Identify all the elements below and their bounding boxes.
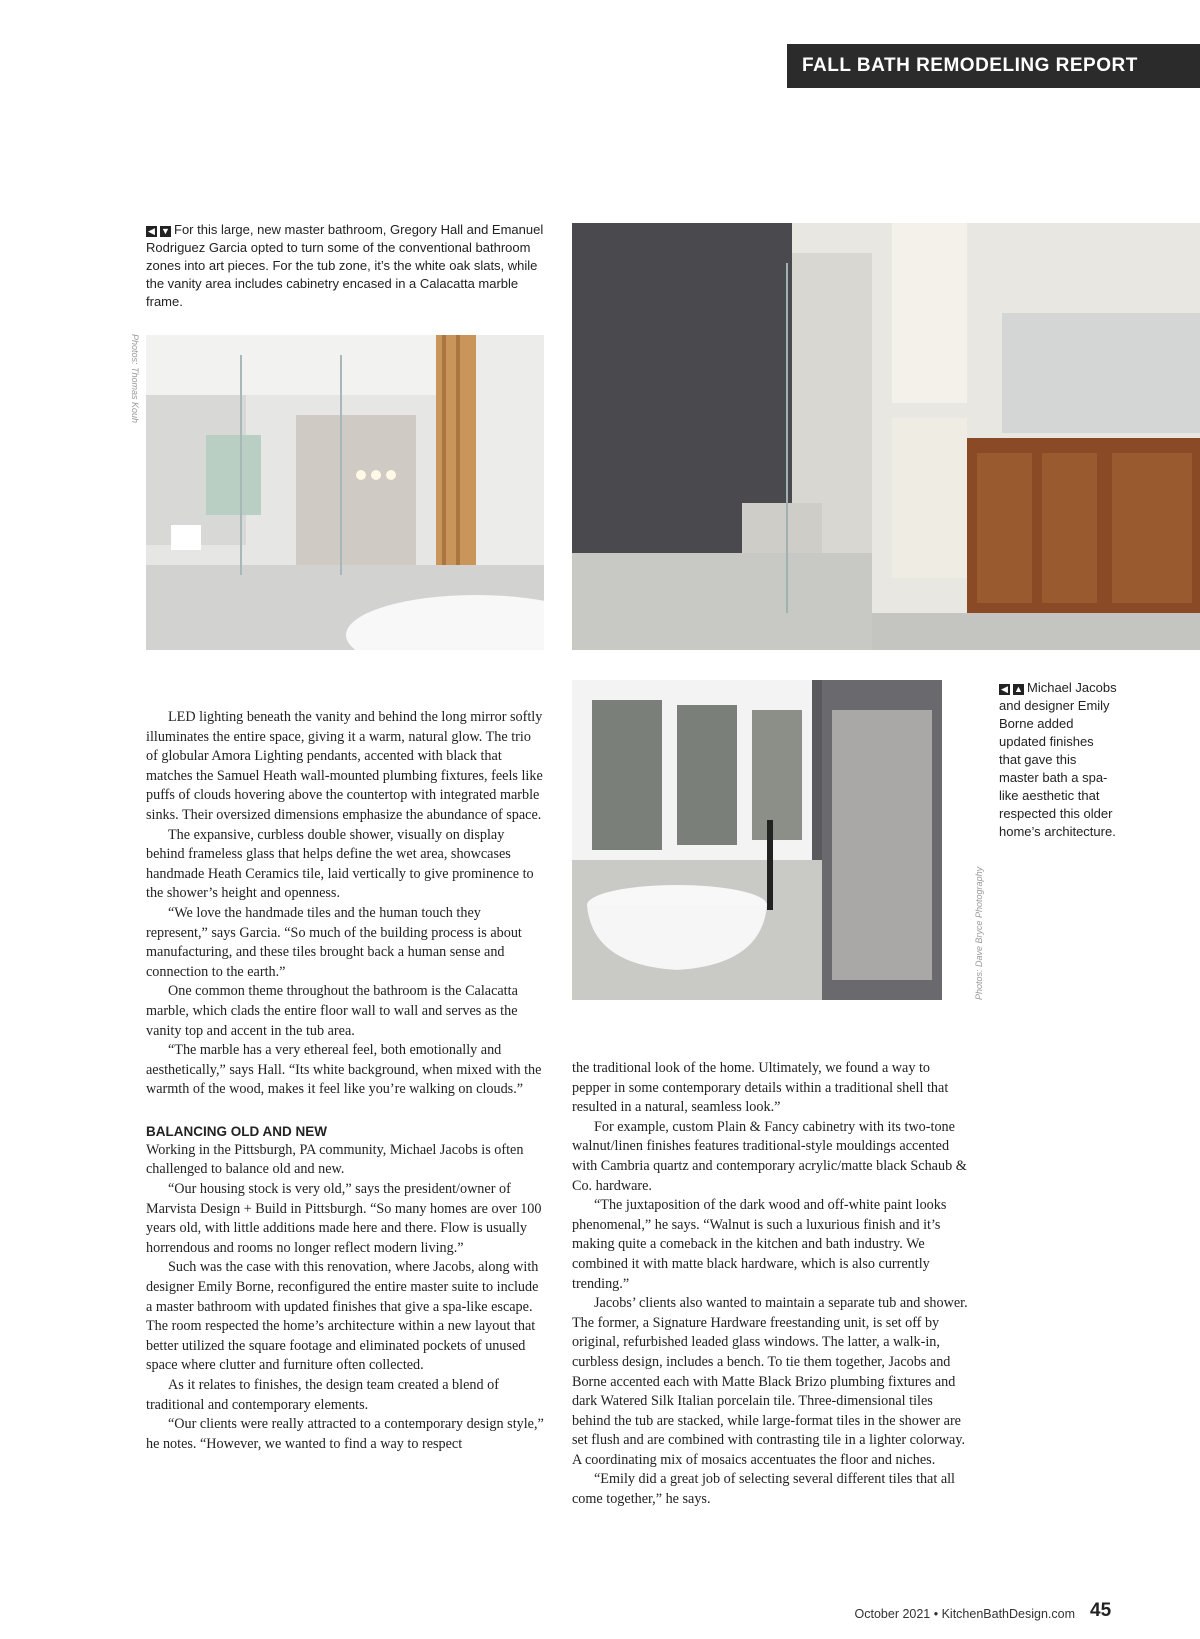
section-banner: FALL BATH REMODELING REPORT: [787, 44, 1200, 88]
photo-credit-left: Photos: Thomas Kouh: [130, 334, 140, 424]
paragraph: “Emily did a great job of selecting several different tiles that all come together,” he says.: [572, 1471, 955, 1508]
paragraph: “Our housing stock is very old,” says the president/owner of Marvista Design + Build in Pittsburgh. “So many homes are over 100 years old, with little additions made here and there. Flow is usually horrendous and rooms no longer reflect modern living.”: [146, 1181, 542, 1256]
arrow-down-icon: ▼: [161, 226, 170, 236]
photo-tub-and-windows: [572, 680, 942, 1000]
photo-white-marble-bathroom: [146, 335, 544, 650]
bathroom-illustration-1: [146, 335, 544, 650]
paragraph: As it relates to finishes, the design team created a blend of traditional and contemporary elements.: [146, 1377, 499, 1413]
paragraph: One common theme throughout the bathroom is the Calacatta marble, which clads the entire floor wall to wall and serves as the vanity top and accent in the tub area.: [146, 983, 518, 1039]
paragraph: Jacobs’ clients also wanted to maintain a separate tub and shower. The former, a Signature Hardware freestanding unit, is set off by original, refurbished leaded glass windows. The latter, a walk-in, curbless design, includes a bench. To tie them together, Jacobs and Borne accented each with Matte Black Brizo plumbing fixtures and dark Watered Silk Italian porcelain tile. Three-dimensional tiles behind the tub are stacked, while large-format tiles in the shower are set flush and are combined with contrasting tile in a lighter colorway. A coordinating mix of mosaics accentuates the floor and niches.: [572, 1295, 968, 1468]
section-subheading: BALANCING OLD AND NEW: [146, 1123, 327, 1139]
arrow-up-icon: ▲: [1014, 684, 1023, 694]
paragraph: Working in the Pittsburgh, PA community, Michael Jacobs is often challenged to balance old and new.: [146, 1141, 524, 1178]
caption-top-left: [146, 221, 546, 311]
paragraph: “The juxtaposition of the dark wood and off-white paint looks phenomenal,” he says. “Walnut is such a luxurious finish and it’s making quite a comeback in the kitchen and bath industry. We combined it with matte black hardware, which is also currently trending.”: [572, 1197, 947, 1292]
paragraph: “The marble has a very ethereal feel, both emotionally and aesthetically,” says Hall. “Its white background, when mixed with the warmth of the wood, makes it feel like you’re walking on clouds.”: [146, 1042, 542, 1098]
paragraph: For example, custom Plain & Fancy cabinetry with its two-tone walnut/linen finishes features traditional-style mouldings accented with Cambria quartz and contemporary acrylic/matte black Schaub & Co. hardware.: [572, 1118, 967, 1194]
paragraph: Such was the case with this renovation, where Jacobs, along with designer Emily Borne, reconfigured the entire master suite to include a master bathroom with updated finishes that give a spa-like escape. The room respected the home’s architecture within a new layout that better utilized the square footage and eliminated pockets of unused space where clutter and furniture often collected.: [146, 1259, 539, 1374]
caption-text: Michael Jacobs and designer Emily Borne added updated finishes that gave this master bath a spa-like aesthetic that respected this older home’s architecture.: [999, 680, 1117, 839]
photo-credit-right: Photos: Dave Bryce Photography: [974, 866, 984, 1000]
photo-shower-and-vanity: [572, 223, 1200, 650]
page-number: 45: [1090, 1600, 1112, 1621]
paragraph: The expansive, curbless double shower, visually on display behind frameless glass that helps define the wet area, showcases handmade Heath Ceramics tile, laid vertically to give prominence to the shower’s height and openness.: [146, 826, 534, 902]
bathroom-illustration-3: [572, 680, 942, 1000]
paragraph: “We love the handmade tiles and the human touch they represent,” says Garcia. “So much of the building process is about manufacturing, and these tiles brought back a human sense and connection to the earth.”: [146, 904, 522, 980]
article-column-left: [146, 708, 544, 1454]
bathroom-illustration-2: [572, 223, 1200, 650]
article-column-right: [572, 1059, 970, 1510]
arrow-left-icon: ◀: [146, 226, 157, 237]
caption-text: For this large, new master bathroom, Gregory Hall and Emanuel Rodriguez Garcia opted to turn some of the conventional bathroom zones into art pieces. For the tub zone, it’s the white oak slats, while the vanity area includes cabinetry encased in a Calacatta marble frame.: [146, 222, 544, 309]
caption-right: [999, 679, 1117, 841]
arrow-left-icon: ◀: [999, 684, 1010, 695]
footer-publication: October 2021 • KitchenBathDesign.com: [854, 1607, 1075, 1621]
paragraph: “Our clients were really attracted to a contemporary design style,” he notes. “However, we wanted to find a way to respect: [146, 1416, 544, 1452]
paragraph: LED lighting beneath the vanity and behind the long mirror softly illuminates the entire space, giving it a warm, natural glow. The trio of globular Amora Lighting pendants, accented with black that matches the Samuel Heath wall-mounted plumbing fixtures, feels like puffs of clouds hovering above the countertop with integrated marble sinks. Their oversized dimensions emphasize the abundance of space.: [146, 709, 543, 823]
paragraph: the traditional look of the home. Ultimately, we found a way to pepper in some contemporary details within a traditional shell that resulted in a natural, seamless look.”: [572, 1060, 949, 1116]
